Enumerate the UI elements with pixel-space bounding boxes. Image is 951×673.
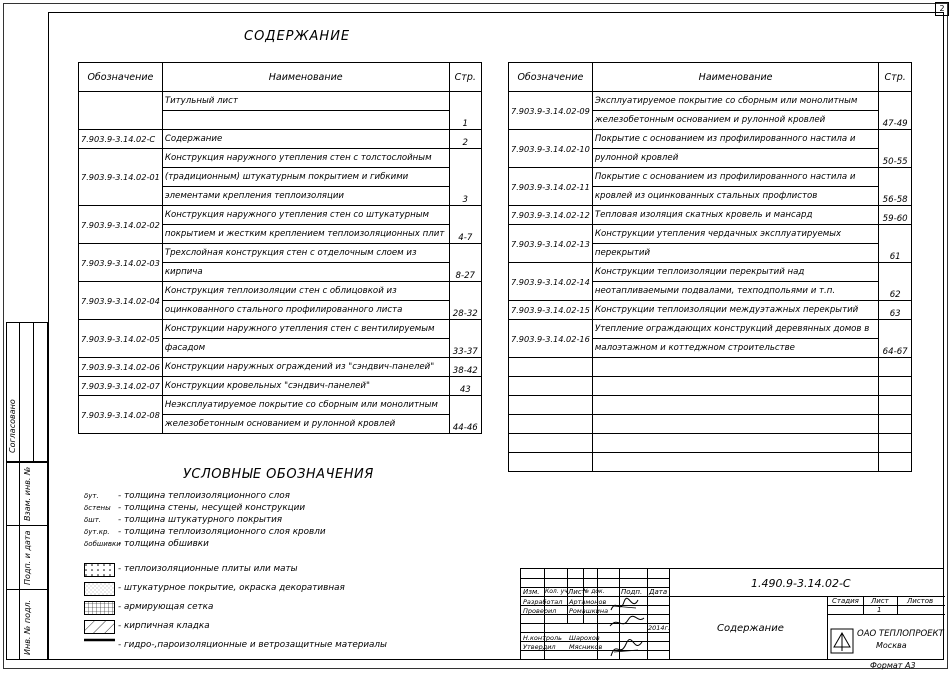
name-cell: Конструкции наружных ограждений из "сэндвич-панелей" (162, 358, 449, 377)
designation-cell (509, 453, 593, 472)
plaster-hatch (85, 583, 115, 596)
page-cell: 44-46 (449, 396, 481, 434)
stamp-role: Проверил (523, 607, 557, 615)
table-row (509, 225, 912, 244)
name-cell: Утепление ограждающих конструкций деревянных домов в (592, 320, 878, 339)
page-cell: 64-67 (879, 320, 912, 358)
designation-cell: 7.903.9-3.14.02-08 (79, 396, 163, 434)
name-cell: (традиционным) штукатурным покрытием и гибкими (162, 168, 449, 187)
table-row (509, 415, 912, 434)
designation-cell: 7.903.9-3.14.02-13 (509, 225, 593, 263)
page-cell: 4-7 (449, 206, 481, 244)
page-cell: 43 (449, 377, 481, 396)
designation-cell (509, 415, 593, 434)
name-cell: неотапливаемыми подвалами, техподпольями и т.п. (592, 282, 878, 301)
sheet-label: Лист (871, 597, 889, 605)
designation-cell (509, 358, 593, 377)
name-cell (162, 111, 449, 130)
name-cell: Конструкция наружного утепления стен с толстослойным (162, 149, 449, 168)
page-cell: 28-32 (449, 282, 481, 320)
name-cell: Эксплуатируемое покрытие со сборным или монолитным (592, 92, 878, 111)
stamp-person: Шарохов (569, 634, 600, 642)
page-cell: 63 (879, 301, 912, 320)
designation-cell (79, 92, 163, 130)
legend-symbol-row (84, 515, 282, 525)
legend-hatch-text: - штукатурное покрытие, окраска декоративная (118, 583, 345, 593)
table-row (509, 358, 912, 377)
legend-symbol-text: - толщина стены, несущей конструкции (118, 503, 306, 513)
doc-code: 1.490.9-3.14.02-С (751, 577, 851, 590)
name-cell: малоэтажном и коттеджном строительстве (592, 339, 878, 358)
designation-cell: 7.903.9-3.14.02-С (79, 130, 163, 149)
name-cell: Трехслойная конструкция стен с отделочным слоем из (162, 244, 449, 263)
stamp-header-doc: № док. (583, 588, 605, 595)
sheets-label: Листов (907, 597, 934, 605)
name-cell (592, 415, 878, 434)
side-strip-top (6, 322, 48, 462)
label-sign-date: Подп. и дата (23, 530, 32, 585)
page-cell: 1 (449, 92, 481, 130)
side-strip-bottom (6, 462, 48, 660)
sheet-value: 1 (877, 606, 882, 614)
table-row (79, 130, 482, 149)
legend-symbol: δут. (84, 492, 99, 500)
page-cell (879, 434, 912, 453)
page-cell: 56-58 (879, 168, 912, 206)
name-cell: Конструкции наружного утепления стен с вентилируемым (162, 320, 449, 339)
table-header-row (509, 63, 912, 92)
table-row (509, 92, 912, 111)
name-cell: Покрытие с основанием из профилированного настила и (592, 130, 878, 149)
sheet-title: Содержание (717, 623, 784, 634)
hatch-samples (84, 563, 116, 645)
stamp-person: Ромашкина (569, 607, 609, 615)
designation-cell: 7.903.9-3.14.02-01 (79, 149, 163, 206)
name-cell: Титульный лист (162, 92, 449, 111)
designation-cell: 7.903.9-3.14.02-06 (79, 358, 163, 377)
table-row (509, 206, 912, 225)
designation-cell (509, 396, 593, 415)
page-cell (879, 453, 912, 472)
table-row (79, 206, 482, 225)
name-cell: Содержание (162, 130, 449, 149)
table-row (79, 358, 482, 377)
legend-symbol-text: - толщина штукатурного покрытия (118, 515, 283, 525)
name-cell: Конструкции кровельных "сэндвич-панелей" (162, 377, 449, 396)
header-name: Наименование (162, 63, 449, 92)
page-cell: 3 (449, 149, 481, 206)
legend-symbol-row (84, 503, 305, 513)
stamp-person: Мясников (569, 643, 603, 651)
table-header-row (79, 63, 482, 92)
name-cell: Конструкции утепления чердачных эксплуатируемых (592, 225, 878, 244)
contents-title: СОДЕРЖАНИЕ (244, 29, 351, 44)
table-row (509, 263, 912, 282)
page-cell: 38-42 (449, 358, 481, 377)
legend-symbol-text: - толщина теплоизоляционного слоя (118, 491, 290, 501)
name-cell: Неэксплуатируемое покрытие со сборным или монолитным (162, 396, 449, 415)
legend-symbol: δстены (84, 504, 111, 512)
table-row (509, 130, 912, 149)
table-row (79, 244, 482, 263)
table-row (79, 320, 482, 339)
page-cell: 47-49 (879, 92, 912, 130)
table-row (509, 301, 912, 320)
designation-cell: 7.903.9-3.14.02-12 (509, 206, 593, 225)
legend-hatch-text: - гидро-,пароизоляционные и ветрозащитные материалы (118, 640, 387, 650)
table-row (509, 320, 912, 339)
name-cell: Конструкция наружного утепления стен со штукатурным (162, 206, 449, 225)
label-inv-sub: Взам. инв. № (23, 466, 32, 521)
legend-hatch-text: - теплоизоляционные плиты или маты (118, 564, 298, 574)
legend-symbol-row (84, 491, 290, 501)
table-row (79, 377, 482, 396)
header-page: Стр. (879, 63, 912, 92)
designation-cell (509, 377, 593, 396)
header-name: Наименование (592, 63, 878, 92)
label-inv-orig: Инв. № подл. (23, 599, 32, 655)
legend-title: УСЛОВНЫЕ ОБОЗНАЧЕНИЯ (183, 467, 374, 482)
name-cell: перекрытий (592, 244, 878, 263)
designation-cell: 7.903.9-3.14.02-07 (79, 377, 163, 396)
name-cell: Конструкции теплоизоляции междуэтажных перекрытий (592, 301, 878, 320)
name-cell: кирпича (162, 263, 449, 282)
designation-cell: 7.903.9-3.14.02-03 (79, 244, 163, 282)
stamp-header-izm: Изм. (523, 588, 540, 596)
legend-symbol-row (84, 527, 326, 537)
stamp-header-date: Дата (649, 588, 668, 596)
mesh-hatch (85, 602, 115, 615)
legend-hatch-text: - кирпичная кладка (118, 621, 210, 631)
name-cell: кровлей из оцинкованных стальных профлистов (592, 187, 878, 206)
designation-cell: 7.903.9-3.14.02-15 (509, 301, 593, 320)
format-label: Формат А3 (870, 661, 916, 670)
designation-cell: 7.903.9-3.14.02-02 (79, 206, 163, 244)
name-cell (592, 453, 878, 472)
designation-cell: 7.903.9-3.14.02-04 (79, 282, 163, 320)
stamp-header-kol: Кол. уч (545, 588, 568, 595)
designation-cell: 7.903.9-3.14.02-09 (509, 92, 593, 130)
org-name: ОАО ТЕПЛОПРОЕКТ (857, 629, 944, 639)
name-cell (592, 358, 878, 377)
designation-cell: 7.903.9-3.14.02-16 (509, 320, 593, 358)
legend-symbol: δобшивки (84, 540, 121, 548)
name-cell: фасадом (162, 339, 449, 358)
page-cell: 8-27 (449, 244, 481, 282)
page-cell: 59-60 (879, 206, 912, 225)
designation-cell: 7.903.9-3.14.02-14 (509, 263, 593, 301)
name-cell (592, 434, 878, 453)
name-cell: железобетонным основанием и рулонной кровлей (592, 111, 878, 130)
org-city: Москва (876, 641, 907, 650)
stamp-person: Артамонов (569, 598, 607, 606)
name-cell: покрытием и жестким креплением теплоизоляционных плит (162, 225, 449, 244)
stamp-role: Разработал (523, 598, 563, 606)
page-cell (879, 415, 912, 434)
legend-symbol-text: - толщина обшивки (118, 539, 209, 549)
table-row (509, 396, 912, 415)
legend-symbol-row (84, 539, 209, 549)
table-row (509, 168, 912, 187)
legend-symbol-text: - толщина теплоизоляционного слоя кровли (118, 527, 326, 537)
name-cell: рулонной кровлей (592, 149, 878, 168)
name-cell: оцинкованного стального профилированного листа (162, 301, 449, 320)
contents-table-right (508, 62, 912, 472)
name-cell: железобетонным основанием и рулонной кровлей (162, 415, 449, 434)
table-row (79, 282, 482, 301)
page-cell: 50-55 (879, 130, 912, 168)
table-row (79, 396, 482, 415)
stamp-role: Н.контроль (523, 634, 562, 642)
legend-symbol: δут.кр. (84, 528, 110, 536)
header-page: Стр. (449, 63, 481, 92)
stamp-date: 2014г. (648, 624, 671, 632)
table-row (509, 377, 912, 396)
name-cell (592, 396, 878, 415)
designation-cell: 7.903.9-3.14.02-05 (79, 320, 163, 358)
name-cell: Покрытие с основанием из профилированного настила и (592, 168, 878, 187)
page-cell: 61 (879, 225, 912, 263)
table-row (79, 92, 482, 111)
page-cell: 2 (449, 130, 481, 149)
brick-hatch (85, 621, 115, 634)
page-cell: 62 (879, 263, 912, 301)
signatures (608, 596, 648, 662)
page-cell: 33-37 (449, 320, 481, 358)
page-cell (879, 396, 912, 415)
page-cell (879, 358, 912, 377)
stamp-header-sign: Подп. (621, 588, 643, 596)
name-cell: Тепловая изоляция скатных кровель и мансард (592, 206, 878, 225)
header-designation: Обозначение (79, 63, 163, 92)
name-cell: элементами крепления теплоизоляции (162, 187, 449, 206)
name-cell: Конструкция теплоизоляции стен с облицовкой из (162, 282, 449, 301)
legend-symbol: δшт. (84, 516, 101, 524)
stamp-header-list: Лист (568, 588, 586, 596)
designation-cell: 7.903.9-3.14.02-11 (509, 168, 593, 206)
insulation-hatch (85, 564, 115, 577)
table-row (509, 453, 912, 472)
name-cell: Конструкции теплоизоляции перекрытий над (592, 263, 878, 282)
designation-cell: 7.903.9-3.14.02-10 (509, 130, 593, 168)
name-cell (592, 377, 878, 396)
stage-label: Стадия (832, 597, 859, 605)
label-agreed: Согласовано (8, 399, 17, 453)
designation-cell (509, 434, 593, 453)
stamp-role: Утвердил (523, 643, 556, 651)
table-row (509, 434, 912, 453)
title-block (520, 568, 944, 660)
contents-table-left (78, 62, 482, 434)
table-row (79, 149, 482, 168)
legend-hatch-text: - армирующая сетка (118, 602, 214, 612)
org-logo-icon (830, 627, 856, 655)
corner-mark: 2 (935, 2, 949, 16)
page-cell (879, 377, 912, 396)
header-designation: Обозначение (509, 63, 593, 92)
